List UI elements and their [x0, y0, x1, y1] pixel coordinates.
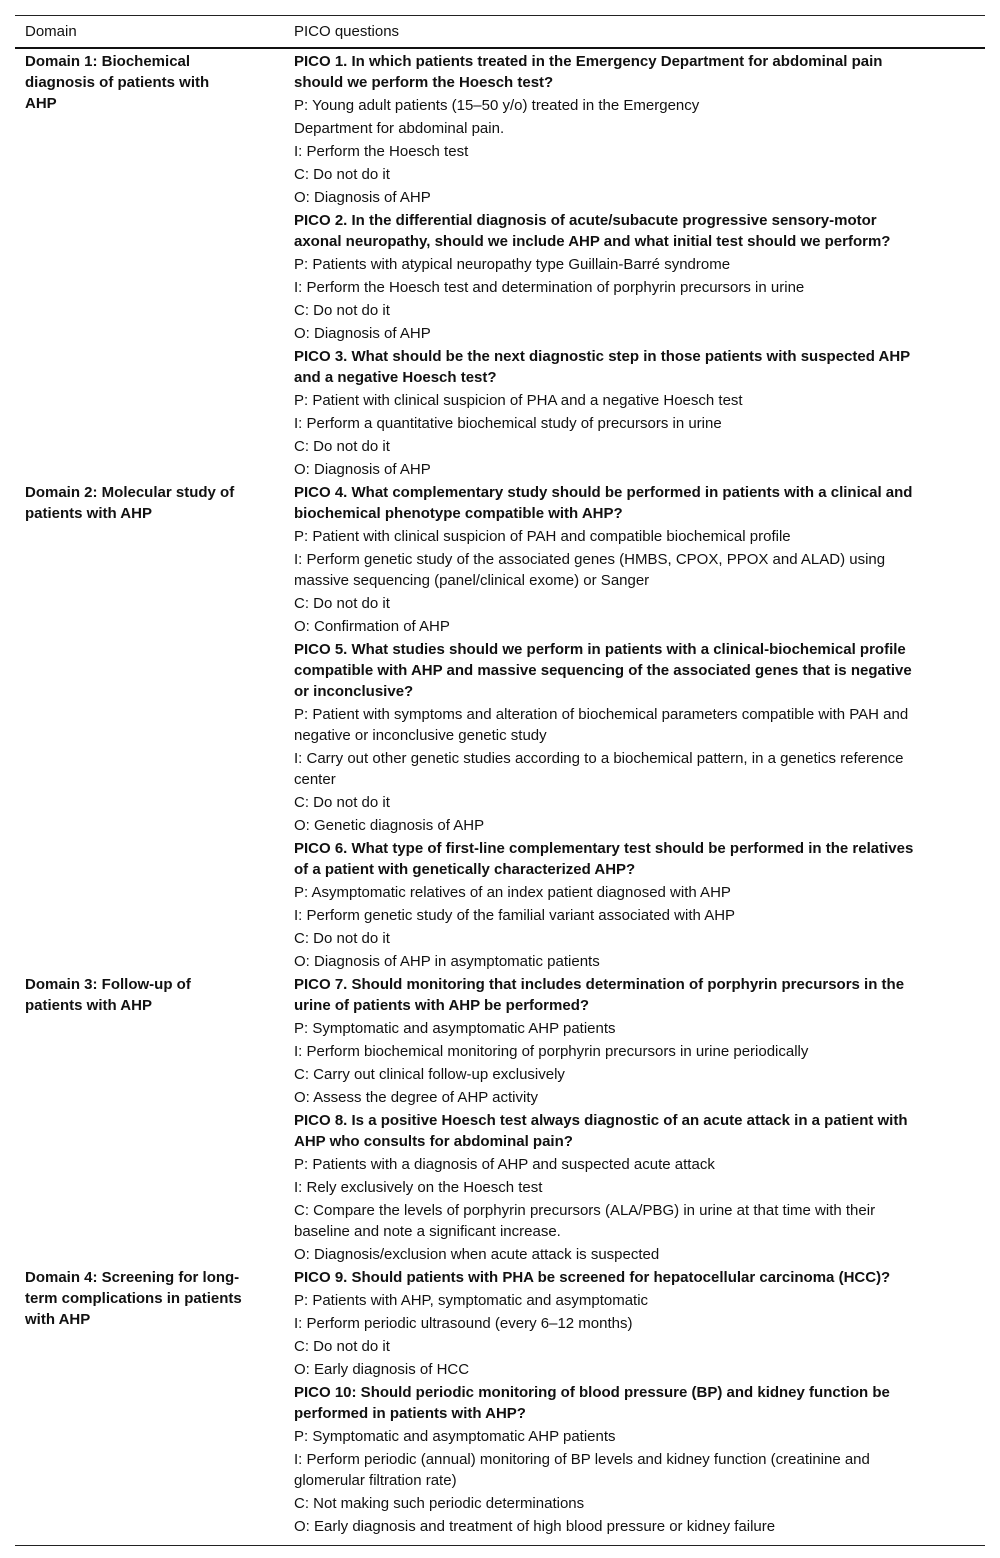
pico-component: I: Carry out other genetic studies according to a biochemical pattern, in a genetics reference center	[294, 750, 904, 788]
header-domain: Domain	[25, 23, 77, 40]
pico-component: P: Patient with symptoms and alteration of biochemical parameters compatible with PAH and negative or inconclusive genetic study	[294, 706, 909, 744]
pico-question: PICO 7. Should monitoring that includes determination of porphyrin precursors in the urine of patients with AHP be performed?	[294, 976, 905, 1014]
pico-component: C: Not making such periodic determinations	[294, 1495, 585, 1512]
pico-component: I: Perform genetic study of the familial variant associated with AHP	[294, 907, 736, 924]
pico-component: P: Patients with a diagnosis of AHP and suspected acute attack	[294, 1156, 715, 1173]
domain-cell: Domain 4: Screening for long- term complications in patients with AHP	[25, 1269, 242, 1328]
pico-component: P: Patients with AHP, symptomatic and asymptomatic	[294, 1292, 649, 1309]
pico-component: O: Diagnosis of AHP	[294, 189, 431, 206]
pico-question: PICO 4. What complementary study should be performed in patients with a clinical and biochemical phenotype compatible with AHP?	[294, 484, 913, 522]
pico-component: I: Rely exclusively on the Hoesch test	[294, 1179, 543, 1196]
pico-component: O: Early diagnosis and treatment of high blood pressure or kidney failure	[294, 1518, 776, 1535]
table-row	[15, 51, 985, 482]
pico-component: C: Do not do it	[294, 302, 390, 319]
pico-cell	[294, 974, 985, 1267]
pico-cell	[294, 51, 985, 482]
pico-component: P: Symptomatic and asymptomatic AHP patients	[294, 1428, 616, 1445]
pico-component: O: Confirmation of AHP	[294, 618, 450, 635]
pico-component: O: Early diagnosis of HCC	[294, 1361, 470, 1378]
pico-component: O: Genetic diagnosis of AHP	[294, 817, 485, 834]
table-body	[15, 49, 985, 1545]
pico-component: O: Diagnosis of AHP	[294, 461, 431, 478]
pico-table	[15, 15, 985, 1546]
pico-component: Department for abdominal pain.	[294, 120, 505, 137]
pico-component: I: Perform biochemical monitoring of porphyrin precursors in urine periodically	[294, 1043, 809, 1060]
pico-component: I: Perform a quantitative biochemical study of precursors in urine	[294, 415, 722, 432]
pico-question: PICO 9. Should patients with PHA be screened for hepatocellular carcinoma (HCC)?	[294, 1269, 891, 1286]
pico-component: P: Symptomatic and asymptomatic AHP patients	[294, 1020, 616, 1037]
pico-component: I: Perform the Hoesch test and determination of porphyrin precursors in urine	[294, 279, 805, 296]
pico-component: I: Perform the Hoesch test	[294, 143, 469, 160]
pico-component: P: Patients with atypical neuropathy type Guillain-Barré syndrome	[294, 256, 731, 273]
table-row	[15, 482, 985, 974]
table-header	[15, 16, 985, 49]
pico-component: O: Diagnosis of AHP	[294, 325, 431, 342]
pico-component: C: Compare the levels of porphyrin precursors (ALA/PBG) in urine at that time with their baseline and note a significant increase.	[294, 1202, 876, 1240]
pico-component: O: Diagnosis of AHP in asymptomatic patients	[294, 953, 600, 970]
pico-component: P: Asymptomatic relatives of an index patient diagnosed with AHP	[294, 884, 731, 901]
pico-question: PICO 5. What studies should we perform in patients with a clinical-biochemical profile compatible with AHP and massive sequencing of the associated genes that is negative or inconclusive?	[294, 641, 912, 700]
pico-question: PICO 3. What should be the next diagnostic step in those patients with suspected AHP and a negative Hoesch test?	[294, 348, 911, 386]
pico-question: PICO 2. In the differential diagnosis of acute/subacute progressive sensory-motor axonal neuropathy, should we include AHP and what initial test should we perform?	[294, 212, 891, 250]
domain-cell: Domain 2: Molecular study of patients with AHP	[25, 484, 235, 522]
domain-cell: Domain 1: Biochemical diagnosis of patients with AHP	[25, 53, 210, 112]
table-row	[15, 1267, 985, 1539]
pico-component: P: Patient with clinical suspicion of PAH and compatible biochemical profile	[294, 528, 791, 545]
pico-component: C: Do not do it	[294, 930, 390, 947]
pico-component: C: Do not do it	[294, 438, 390, 455]
pico-component: C: Do not do it	[294, 166, 390, 183]
header-pico: PICO questions	[294, 23, 400, 40]
pico-cell	[294, 482, 985, 974]
pico-component: I: Perform periodic (annual) monitoring of BP levels and kidney function (creatinine and glomerular filtration rate)	[294, 1451, 870, 1489]
pico-component: C: Do not do it	[294, 794, 390, 811]
pico-component: O: Assess the degree of AHP activity	[294, 1089, 539, 1106]
pico-cell	[294, 1267, 985, 1539]
table-row	[15, 974, 985, 1267]
pico-component: O: Diagnosis/exclusion when acute attack is suspected	[294, 1246, 660, 1263]
pico-component: P: Young adult patients (15–50 y/o) treated in the Emergency	[294, 97, 700, 114]
pico-component: P: Patient with clinical suspicion of PHA and a negative Hoesch test	[294, 392, 743, 409]
pico-question: PICO 10: Should periodic monitoring of blood pressure (BP) and kidney function be performed in patients with AHP?	[294, 1384, 890, 1422]
pico-component: C: Do not do it	[294, 1338, 390, 1355]
pico-component: C: Carry out clinical follow-up exclusively	[294, 1066, 565, 1083]
domain-cell: Domain 3: Follow-up of patients with AHP	[25, 976, 191, 1014]
pico-question: PICO 1. In which patients treated in the Emergency Department for abdominal pain should we perform the Hoesch test?	[294, 53, 883, 91]
pico-component: I: Perform periodic ultrasound (every 6–12 months)	[294, 1315, 633, 1332]
pico-component: C: Do not do it	[294, 595, 390, 612]
pico-component: I: Perform genetic study of the associated genes (HMBS, CPOX, PPOX and ALAD) using massive sequencing (panel/clinical exome) or Sanger	[294, 551, 886, 589]
pico-question: PICO 8. Is a positive Hoesch test always diagnostic of an acute attack in a patient with AHP who consults for abdominal pain?	[294, 1112, 908, 1150]
pico-question: PICO 6. What type of first-line complementary test should be performed in the relatives of a patient with genetically characterized AHP?	[294, 840, 914, 878]
